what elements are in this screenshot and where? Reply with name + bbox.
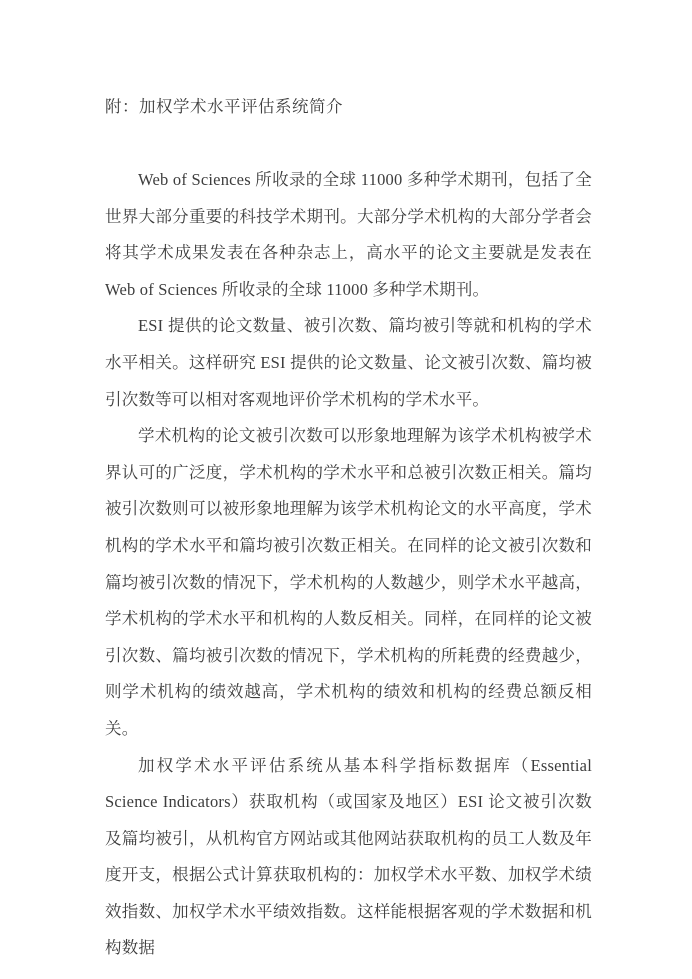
paragraph-weighted-system: 加权学术水平评估系统从基本科学指标数据库（Essential Science Indicators）获取机构（或国家及地区）ESI 论文被引次数及篇均被引，从机构官方网站或其他网站获取机构的员工人数及年度开支，根据公式计算获取机构的：加权学术水平数、加权学术绩效指数、加权学术水平绩效指数。这样能根据客观的学术数据和机构数据 — [105, 755, 592, 958]
paragraph-web-of-sciences: Web of Sciences 所收录的全球 11000 多种学术期刊，包括了全世界大部分重要的科技学术期刊。大部分学术机构的大部分学者会将其学术成果发表在各种杂志上，高水平的论文主要就是发表在 Web of Sciences 所收录的全球 11000 多种学术期刊。 — [105, 170, 592, 299]
paragraph-esi-metrics: ESI 提供的论文数量、被引次数、篇均被引等就和机构的学术水平相关。这样研究 ESI 提供的论文数量、论文被引次数、篇均被引次数等可以相对客观地评价学术机构的学术水平。 — [105, 316, 592, 409]
document-title: 附：加权学术水平评估系统简介 — [105, 97, 343, 116]
paragraph-citation-correlation: 学术机构的论文被引次数可以形象地理解为该学术机构被学术界认可的广泛度，学术机构的学术水平和总被引次数正相关。篇均被引次数则可以被形象地理解为该学术机构论文的水平高度，学术机构的学术水平和篇均被引次数正相关。在同样的论文被引次数和篇均被引次数的情况下，学术机构的人数越少，则学术水平越高，学术机构的学术水平和机构的人数反相关。同样，在同样的论文被引次数、篇均被引次数的情况下，学术机构的所耗费的经费越少，则学术机构的绩效越高，学术机构的绩效和机构的经费总额反相关。 — [105, 426, 592, 738]
